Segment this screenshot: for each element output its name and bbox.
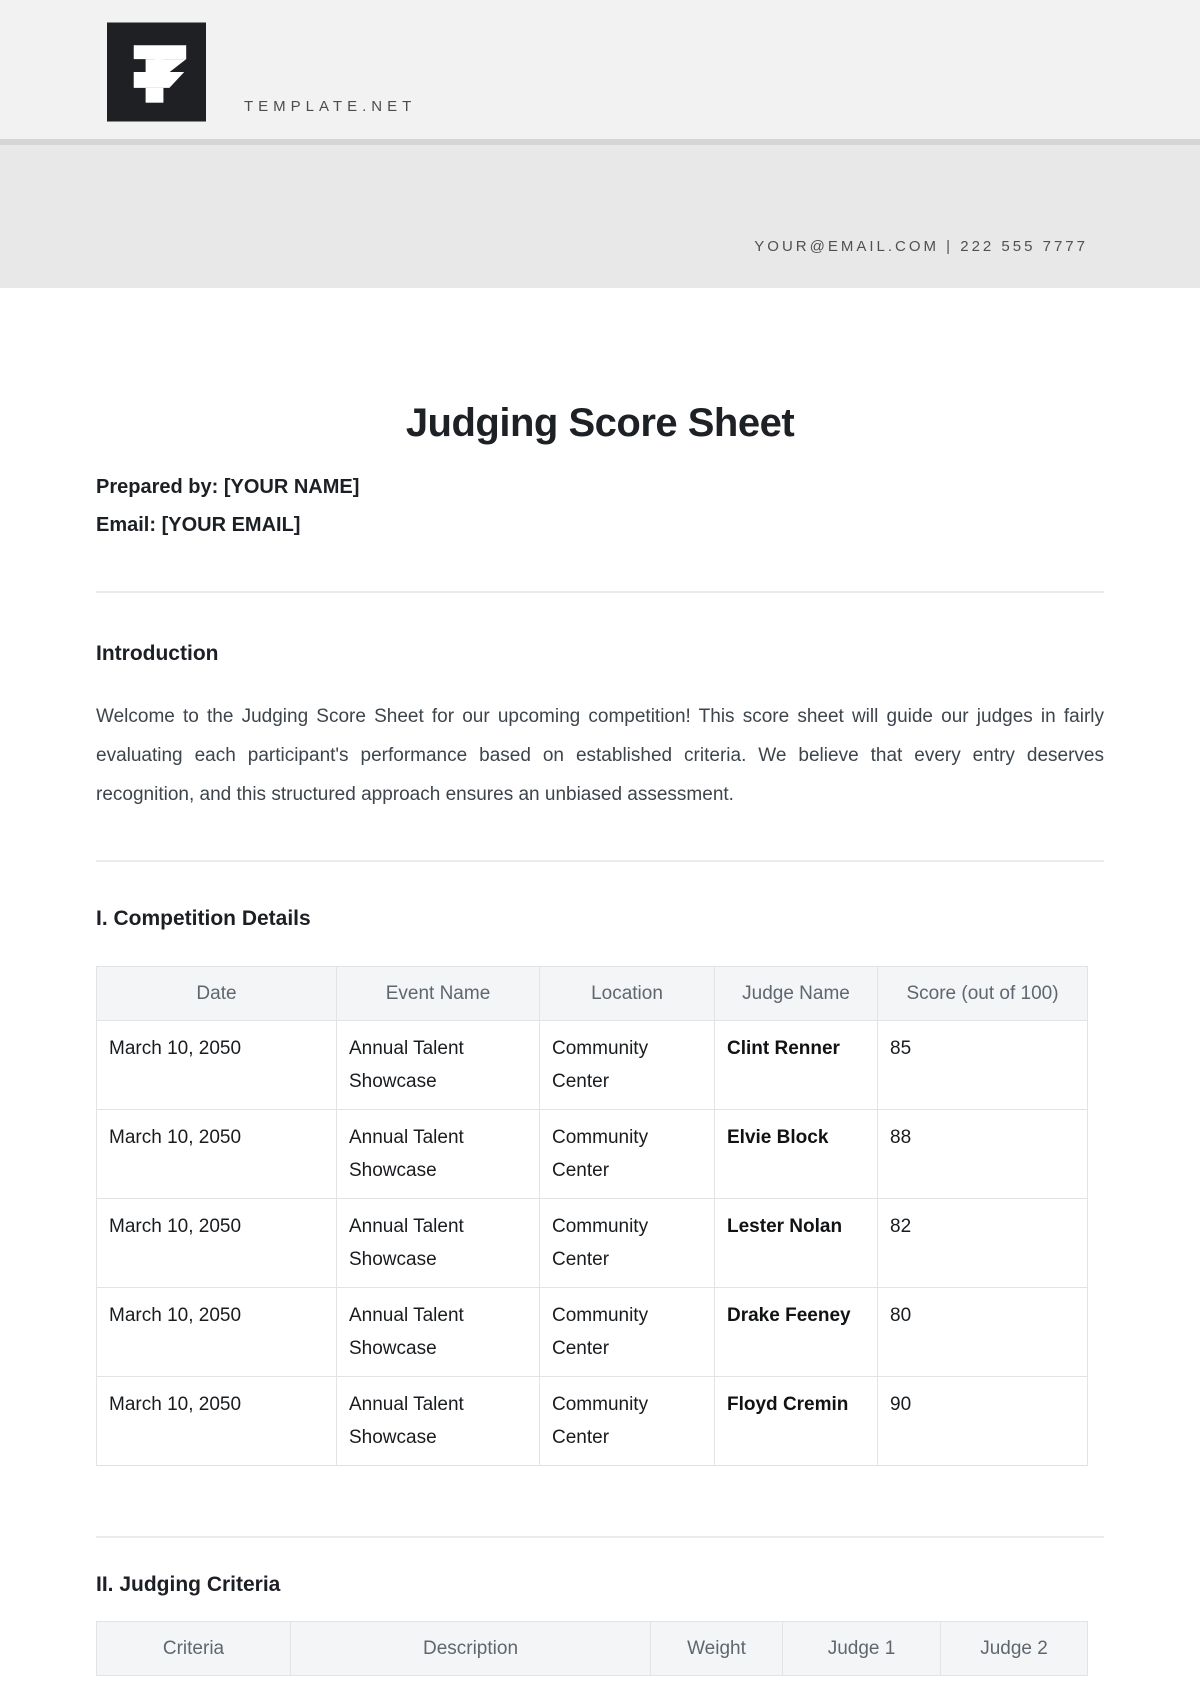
location-cell: Community Center [540, 1377, 715, 1466]
table-header-row [97, 1622, 1088, 1676]
competition-details-heading: I. Competition Details [96, 907, 311, 930]
judging-criteria-heading: II. Judging Criteria [96, 1573, 281, 1596]
document-body [0, 398, 1200, 1676]
table-header-row [97, 967, 1088, 1021]
prepared-by-value: [YOUR NAME] [223, 476, 360, 498]
table-row [97, 1110, 1088, 1199]
template-f-logo-icon [107, 22, 206, 122]
page-title: Judging Score Sheet [405, 401, 795, 445]
date-cell: March 10, 2050 [97, 1199, 337, 1288]
judge-cell: Drake Feeney [715, 1288, 878, 1377]
event-cell: Annual Talent Showcase [337, 1199, 540, 1288]
introduction-paragraph: Welcome to the Judging Score Sheet for our upcoming competition! This score sheet will guide our judges in fairly evaluating each participant's performance based on established criteria. We believe that every entry deserves recognition, and this structured approach ensures an unbiased assessment. [96, 706, 1104, 805]
table-row [97, 1021, 1088, 1110]
score-cell: 88 [878, 1110, 1088, 1199]
score-cell: 85 [878, 1021, 1088, 1110]
section-divider [96, 1536, 1104, 1538]
email-label: Email: [96, 514, 157, 536]
section-divider [96, 860, 1104, 862]
column-header-location: Location [540, 967, 715, 1021]
event-cell: Annual Talent Showcase [337, 1288, 540, 1377]
brand-band [0, 0, 1200, 139]
judge-cell: Lester Nolan [715, 1199, 878, 1288]
column-header-weight: Weight [651, 1622, 783, 1676]
prepared-by-line [96, 474, 1104, 500]
date-cell: March 10, 2050 [97, 1377, 337, 1466]
judge-cell: Floyd Cremin [715, 1377, 878, 1466]
section-divider [96, 591, 1104, 593]
prepared-by-label: Prepared by: [96, 476, 219, 498]
location-cell: Community Center [540, 1110, 715, 1199]
contact-line: YOUR@EMAIL.COM | 222 555 7777 [754, 238, 1088, 255]
judge-cell: Clint Renner [715, 1021, 878, 1110]
table-row [97, 1377, 1088, 1466]
score-cell: 90 [878, 1377, 1088, 1466]
table-row [97, 1199, 1088, 1288]
location-cell: Community Center [540, 1199, 715, 1288]
column-header-score: Score (out of 100) [878, 967, 1088, 1021]
location-cell: Community Center [540, 1021, 715, 1110]
column-header-judge: Judge Name [715, 967, 878, 1021]
event-cell: Annual Talent Showcase [337, 1021, 540, 1110]
date-cell: March 10, 2050 [97, 1288, 337, 1377]
location-cell: Community Center [540, 1288, 715, 1377]
score-cell: 82 [878, 1199, 1088, 1288]
column-header-event: Event Name [337, 967, 540, 1021]
score-cell: 80 [878, 1288, 1088, 1377]
column-header-judge2: Judge 2 [941, 1622, 1088, 1676]
column-header-date: Date [97, 967, 337, 1021]
event-cell: Annual Talent Showcase [337, 1110, 540, 1199]
judge-cell: Elvie Block [715, 1110, 878, 1199]
column-header-description: Description [291, 1622, 651, 1676]
contact-band [0, 145, 1200, 288]
table-row [97, 1288, 1088, 1377]
competition-details-table [96, 966, 1088, 1466]
brand-name: TEMPLATE.NET [244, 98, 417, 115]
column-header-criteria: Criteria [97, 1622, 291, 1676]
email-line [96, 512, 1104, 538]
event-cell: Annual Talent Showcase [337, 1377, 540, 1466]
introduction-heading: Introduction [96, 642, 219, 665]
date-cell: March 10, 2050 [97, 1110, 337, 1199]
judging-criteria-table [96, 1621, 1088, 1676]
email-value: [YOUR EMAIL] [161, 514, 301, 536]
column-header-judge1: Judge 1 [783, 1622, 941, 1676]
date-cell: March 10, 2050 [97, 1021, 337, 1110]
